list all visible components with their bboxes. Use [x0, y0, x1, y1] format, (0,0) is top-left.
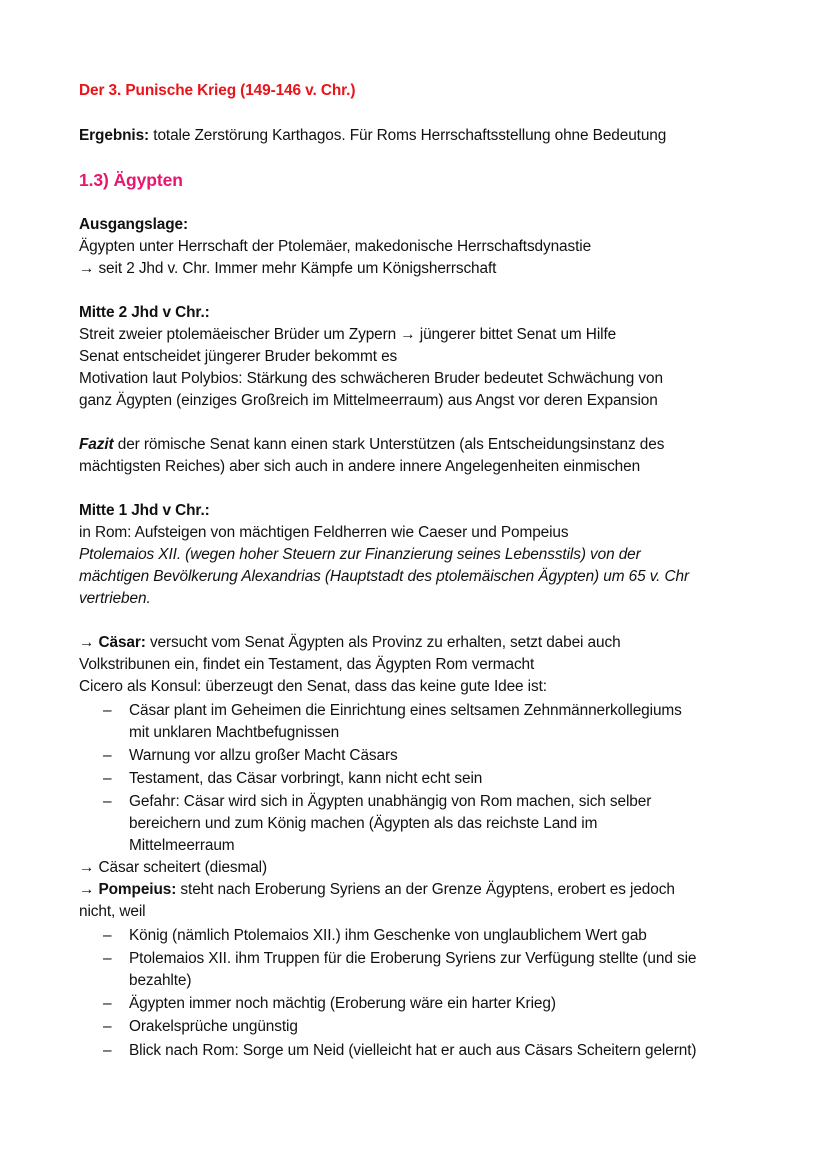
arrow-icon: → — [79, 881, 99, 898]
text-line: ganz Ägypten (einziges Großreich im Mittelmeerraum) aus Angst vor deren Expansion — [79, 392, 658, 409]
text-line: → seit 2 Jhd v. Chr. Immer mehr Kämpfe um Königsherrschaft — [79, 260, 497, 277]
italic-line: mächtigen Bevölkerung Alexandrias (Hauptstadt des ptolemäischen Ägypten) um 65 v. Chr — [79, 568, 690, 585]
dash-icon: – — [103, 927, 112, 944]
fazit-paragraph — [79, 434, 664, 456]
dash-icon: – — [103, 793, 112, 810]
dash-icon: – — [103, 950, 112, 967]
text-line: Volkstribunen ein, findet ein Testament, das Ägypten Rom vermacht — [79, 656, 535, 673]
bullet-item: Testament, das Cäsar vorbringt, kann nicht echt sein — [129, 770, 483, 787]
heading-punic-war: Der 3. Punische Krieg (149-146 v. Chr.) — [79, 82, 356, 99]
bullet-item: Warnung vor allzu großer Macht Cäsars — [129, 747, 398, 764]
text-line: Senat entscheidet jüngerer Bruder bekommt es — [79, 348, 398, 365]
bullet-item-cont: bereichern und zum König machen (Ägypten als das reichste Land im — [129, 815, 598, 832]
caesar-label: Cäsar: — [98, 634, 146, 651]
bullet-item: Orakelsprüche ungünstig — [129, 1018, 298, 1035]
bullet-item: Ptolemaios XII. ihm Truppen für die Eroberung Syriens zur Verfügung stellte (und sie — [129, 950, 697, 967]
caesar-text: versucht vom Senat Ägypten als Provinz zu erhalten, setzt dabei auch — [145, 634, 621, 651]
dash-icon: – — [103, 747, 112, 764]
pompeius-paragraph — [79, 879, 675, 901]
mitte1-label: Mitte 1 Jhd v Chr.: — [79, 502, 210, 519]
bullet-item: König (nämlich Ptolemaios XII.) ihm Geschenke von unglaublichem Wert gab — [129, 927, 647, 944]
text-line: Motivation laut Polybios: Stärkung des schwächeren Bruder bedeutet Schwächung von — [79, 370, 663, 387]
text-line: in Rom: Aufsteigen von mächtigen Feldherren wie Caeser und Pompeius — [79, 524, 569, 541]
text-line: Ägypten unter Herrschaft der Ptolemäer, makedonische Herrschaftsdynastie — [79, 238, 592, 255]
arrow-icon: → — [79, 634, 99, 651]
pompeius-text: steht nach Eroberung Syriens an der Grenze Ägyptens, erobert es jedoch — [176, 881, 675, 898]
ergebnis-text: totale Zerstörung Karthagos. Für Roms Herrschaftsstellung ohne Bedeutung — [149, 127, 667, 144]
dash-icon: – — [103, 1042, 112, 1059]
heading-aegypten: 1.3) Ägypten — [79, 170, 183, 190]
ergebnis-paragraph — [79, 125, 666, 147]
caesar-result: → Cäsar scheitert (diesmal) — [79, 859, 268, 876]
mitte2-label: Mitte 2 Jhd v Chr.: — [79, 304, 210, 321]
text-line: Streit zweier ptolemäeischer Brüder um Zypern → jüngerer bittet Senat um Hilfe — [79, 326, 617, 343]
text-line: mächtigsten Reiches) aber sich auch in andere innere Angelegenheiten einmischen — [79, 458, 641, 475]
bullet-item: Gefahr: Cäsar wird sich in Ägypten unabhängig von Rom machen, sich selber — [129, 793, 652, 810]
caesar-paragraph — [79, 632, 621, 654]
fazit-text: der römische Senat kann einen stark Unterstützen (als Entscheidungsinstanz des — [113, 436, 665, 453]
bullet-item: Blick nach Rom: Sorge um Neid (vielleicht hat er auch aus Cäsars Scheitern gelernt) — [129, 1042, 697, 1059]
fazit-label: Fazit — [79, 436, 114, 453]
pompeius-label: Pompeius: — [98, 881, 177, 898]
italic-line: Ptolemaios XII. (wegen hoher Steuern zur Finanzierung seines Lebensstils) von der — [79, 546, 641, 563]
dash-icon: – — [103, 995, 112, 1012]
dash-icon: – — [103, 770, 112, 787]
bullet-item: Ägypten immer noch mächtig (Eroberung wäre ein harter Krieg) — [129, 995, 556, 1012]
ausgangslage-label: Ausgangslage: — [79, 216, 189, 233]
bullet-item-cont: Mittelmeerraum — [129, 837, 235, 854]
dash-icon: – — [103, 1018, 112, 1035]
ergebnis-label: Ergebnis: — [79, 127, 150, 144]
bullet-item-cont: mit unklaren Machtbefugnissen — [129, 724, 340, 741]
bullet-item-cont: bezahlte) — [129, 972, 192, 989]
text-line: nicht, weil — [79, 903, 146, 920]
text-line: Cicero als Konsul: überzeugt den Senat, dass das keine gute Idee ist: — [79, 678, 547, 695]
bullet-item: Cäsar plant im Geheimen die Einrichtung eines seltsamen Zehnmännerkollegiums — [129, 702, 682, 719]
italic-line: vertrieben. — [79, 590, 151, 607]
dash-icon: – — [103, 702, 112, 719]
